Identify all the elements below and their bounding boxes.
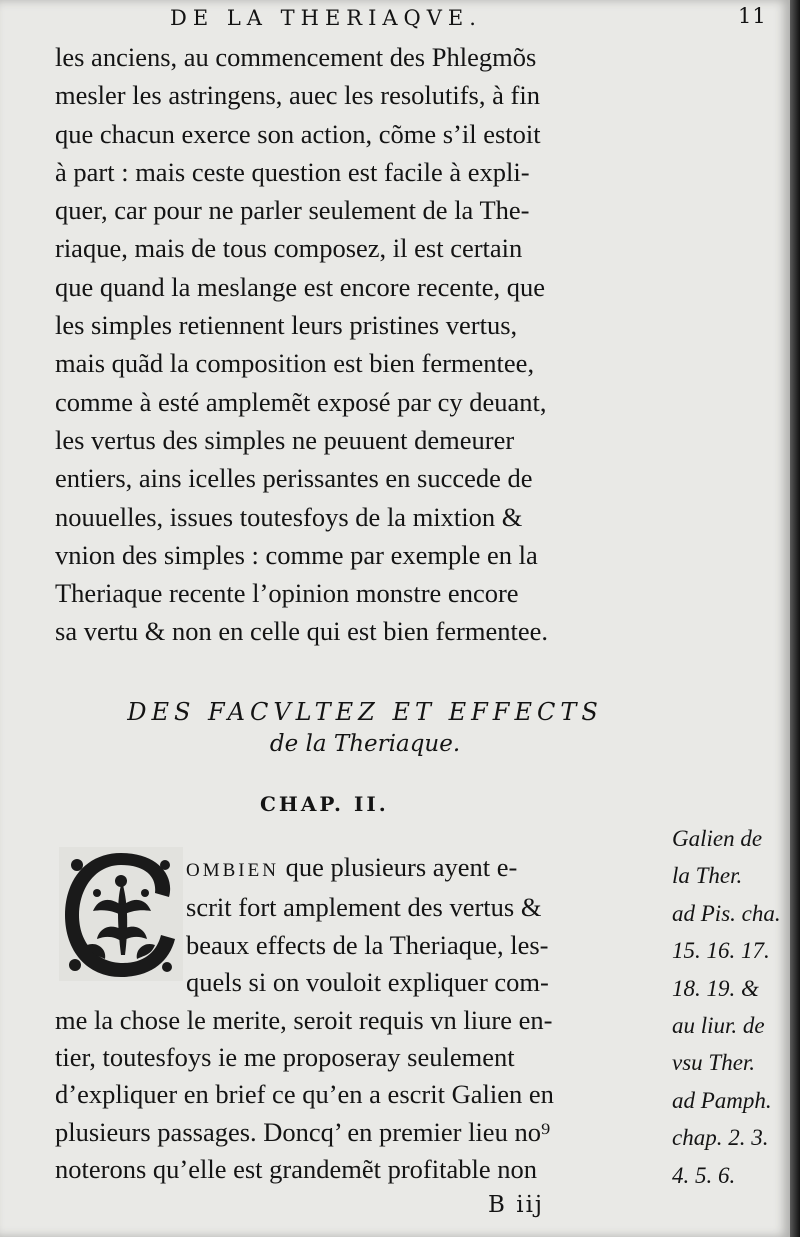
text-line: mesler les astringens, auec les resolutifs, à fin <box>55 80 540 111</box>
opening-word: OMBIEN <box>186 860 279 881</box>
text-line: scrit fort amplement des vertus & <box>186 892 542 923</box>
text-line: comme à esté amplemẽt exposé par cy deuant, <box>55 386 547 417</box>
margin-line: 18. 19. & <box>672 975 759 1001</box>
text-line: les vertus des simples ne peuuent demeurer <box>55 424 515 455</box>
text-line: tier, toutesfoys ie me proposeray seulement <box>55 1042 515 1073</box>
margin-line: la Ther. <box>672 863 743 889</box>
text-segment: que plusieurs ayent e- <box>285 852 518 882</box>
section-heading-subtitle: de la Theriaque. <box>269 731 461 757</box>
text-line: sa vertu & non en celle qui est bien fermentee. <box>55 616 549 647</box>
text-line: les anciens, au commencement des Phlegmõs <box>55 42 537 72</box>
running-head: DE LA THERIAQVE. <box>170 6 482 30</box>
text-line: plusieurs passages. Doncq’ en premier lieu no⁹ <box>55 1116 551 1147</box>
text-line: que chacun exerce son action, cõme s’il estoit <box>55 118 541 149</box>
margin-line: 15. 16. 17. <box>672 938 770 964</box>
text-line: d’expliquer en brief ce qu’en a escrit Galien en <box>55 1079 554 1110</box>
margin-line: vsu Ther. <box>672 1050 756 1076</box>
margin-line: Galien de <box>672 826 763 851</box>
text-line: vnion des simples : comme par exemple en la <box>55 539 538 570</box>
text-line: les simples retiennent leurs pristines vertus, <box>55 310 518 341</box>
margin-line: chap. 2. 3. <box>672 1125 769 1151</box>
text-line: noterons qu’elle est grandemẽt profitable non <box>55 1154 537 1185</box>
text-line: que quand la meslange est encore recente, que <box>55 271 546 302</box>
text-line: riaque, mais de tous composez, il est certain <box>55 233 523 264</box>
chapter-label: CHAP. II. <box>260 792 389 816</box>
text-line: à part : mais ceste question est facile à expli- <box>55 156 530 187</box>
text-line: mais quãd la composition est bien fermentee, <box>55 348 535 379</box>
margin-line: ad Pamph. <box>672 1087 772 1113</box>
page-edge <box>790 0 800 1237</box>
margin-line: ad Pis. cha. <box>672 900 781 926</box>
page-number: 11 <box>738 4 767 28</box>
text-line: quels si on vouloit expliquer com- <box>186 967 549 998</box>
chapter-paragraph <box>55 849 675 1189</box>
text-line: beaux effects de la Theriaque, les- <box>186 929 549 960</box>
text-line: Theriaque recente l’opinion monstre encore <box>55 578 519 609</box>
continued-paragraph <box>55 38 675 651</box>
signature-mark: B iij <box>488 1192 545 1218</box>
text-line: entiers, ains icelles perissantes en succede de <box>55 463 533 494</box>
margin-line: 4. 5. 6. <box>672 1162 736 1188</box>
marginal-note <box>672 820 790 1194</box>
text-line: quer, car pour ne parler seulement de la The- <box>55 195 530 226</box>
margin-line: au liur. de <box>672 1013 765 1039</box>
text-line: nouuelles, issues toutesfoys de la mixtion & <box>55 501 523 532</box>
section-heading: DES FACVLTEZ ET EFFECTS <box>127 698 603 726</box>
text-line <box>55 849 675 889</box>
text-line: me la chose le merite, seroit requis vn liure en- <box>55 1004 553 1035</box>
